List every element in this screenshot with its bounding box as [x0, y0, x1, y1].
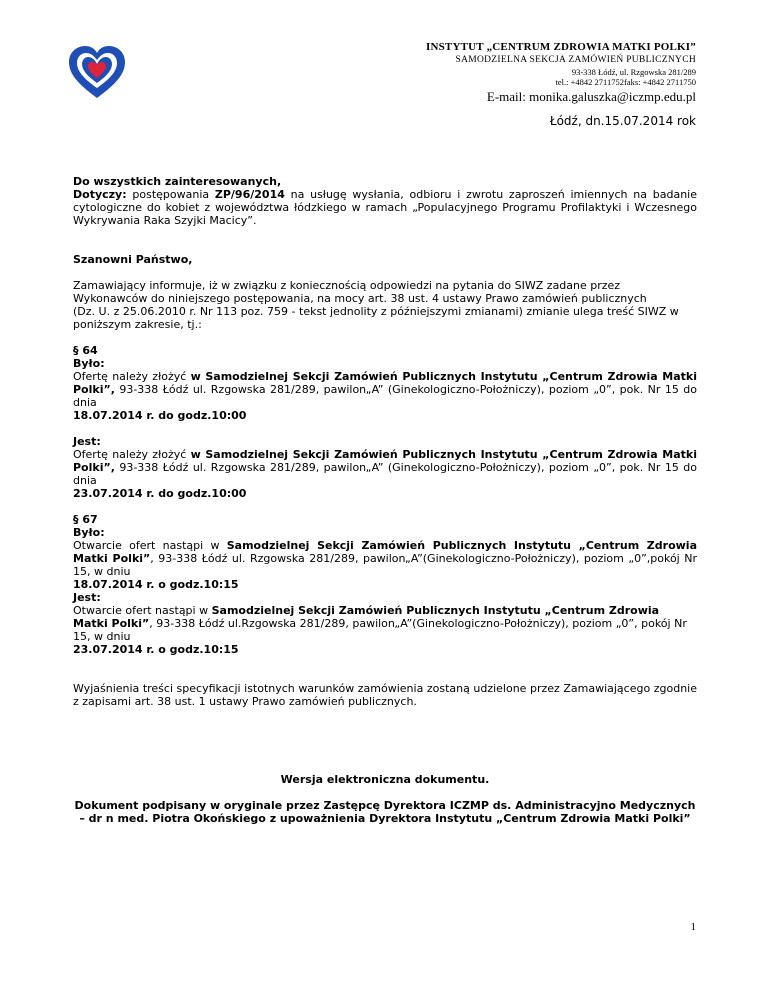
- section-64-was-date: 18.07.2014 r. do godz.10:00: [73, 409, 247, 422]
- section-67-is-text: Otwarcie ofert nastąpi w Samodzielnej Sekcji Zamówień Publicznych Instytutu „Centrum Zdrowia Matki Polki”, 93-338 Łódź ul.Rzgowska 281/289, pawilon„A”(Ginekologiczno-Położniczy), poziom „0”, pokój Nr 15, w dniu: [73, 604, 687, 643]
- section-64-heading: § 64: [73, 344, 98, 357]
- closing-paragraph: Wyjaśnienia treści specyfikacji istotnych warunków zamówienia zostaną udzielone przez Zamawiającego zgodnie z zapisami art. 38 ust. 1 ustawy Prawo zamówień publicznych.: [73, 682, 697, 708]
- greeting: Szanowni Państwo,: [73, 253, 193, 266]
- section-67: § 67 Było: Otwarcie ofert nastąpi w Samodzielnej Sekcji Zamówień Publicznych Instytutu „Centrum Zdrowia Matki Polki”, 93-338 Łódź ul. Rzgowska 281/289, pawilon„A”(Ginekologiczno-Położniczy), poziom „0”,pokój Nr 15, w dniu 18.07.2014 r. o godz.10:15 Jest: Otwarcie ofert nastąpi w Samodzielnej Sekcji Zamówień Publicznych Instytutu „Centrum Zdrowia Matki Polki”, 93-338 Łódź ul.Rzgowska 281/289, pawilon„A”(Ginekologiczno-Położniczy), poziom „0”, pokój Nr 15, w dniu 23.07.2014 r. o godz.10:15: [73, 513, 697, 656]
- institute-logo: [66, 44, 128, 102]
- section-67-was-date: 18.07.2014 r. o godz.10:15: [73, 578, 239, 591]
- subject-line: Dotyczy: postępowania ZP/96/2014 na usługę wysłania, odbioru i zwrotu zaproszeń imiennych na badanie cytologiczne do kobiet z województwa łódzkiego w ramach „Populacyjnego Programu Profilaktyki i Wczesnego Wykrywania Raka Szyjki Macicy”.: [73, 188, 697, 227]
- section-64-is-text: Ofertę należy złożyć w Samodzielnej Sekcji Zamówień Publicznych Instytutu „Centrum Zdrowia Matki Polki”, 93-338 Łódź ul. Rzgowska 281/289, pawilon„A” (Ginekologiczno-Położniczy), poziom „0”, pok. Nr 15 do dnia: [73, 448, 697, 487]
- addressee: Do wszystkich zainteresowanych,: [73, 175, 282, 188]
- institute-email: E-mail: monika.galuszka@iczmp.edu.pl: [486, 88, 696, 104]
- section-name: SAMODZIELNA SEKCJA ZAMÓWIEŃ PUBLICZNYCH: [455, 54, 696, 65]
- section-64-is-date: 23.07.2014 r. do godz.10:00: [73, 487, 247, 500]
- signature-note-line-1: Dokument podpisany w oryginale przez Zastępcę Dyrektora ICZMP ds. Administracyjno Medycznych: [74, 799, 696, 812]
- section-67-was-text: Otwarcie ofert nastąpi w Samodzielnej Sekcji Zamówień Publicznych Instytutu „Centrum Zdrowia Matki Polki”, 93-338 Łódź ul. Rzgowska 281/289, pawilon„A”(Ginekologiczno-Położniczy), poziom „0”,pokój Nr 15, w dniu: [73, 539, 697, 578]
- institute-address: 93-338 Łódź, ul. Rzgowska 281/289: [571, 66, 696, 77]
- document-date: Łódź, dn.15.07.2014 rok: [549, 114, 696, 128]
- section-67-heading: § 67: [73, 513, 98, 526]
- section-67-is-date: 23.07.2014 r. o godz.10:15: [73, 643, 239, 656]
- section-64: § 64 Było: Ofertę należy złożyć w Samodzielnej Sekcji Zamówień Publicznych Instytutu „Centrum Zdrowia Matki Polki”, 93-338 Łódź ul. Rzgowska 281/289, pawilon„A” (Ginekologiczno-Położniczy), poziom „0”, pok. Nr 15 do dnia 18.07.2014 r. do godz.10:00 Jest: Ofertę należy złożyć w Samodzielnej Sekcji Zamówień Publicznych Instytutu „Centrum Zdrowia Matki Polki”, 93-338 Łódź ul. Rzgowska 281/289, pawilon„A” (Ginekologiczno-Położniczy), poziom „0”, pok. Nr 15 do dnia 23.07.2014 r. do godz.10:00: [73, 344, 697, 500]
- signature-note-line-2: – dr n med. Piotra Okońskiego z upoważnienia Dyrektora Instytutu „Centrum Zdrowia Matki Polki”: [79, 812, 691, 825]
- institute-name: INSTYTUT „CENTRUM ZDROWIA MATKI POLKI”: [425, 41, 696, 53]
- section-64-was-text: Ofertę należy złożyć w Samodzielnej Sekcji Zamówień Publicznych Instytutu „Centrum Zdrowia Matki Polki”, 93-338 Łódź ul. Rzgowska 281/289, pawilon„A” (Ginekologiczno-Położniczy), poziom „0”, pok. Nr 15 do dnia: [73, 370, 697, 409]
- page-number: 1: [690, 921, 696, 933]
- electronic-version-note: Wersja elektroniczna dokumentu.: [280, 773, 490, 786]
- institute-phone: tel.: +4842 2711752faks: +4842 2711750: [555, 77, 696, 88]
- letterhead: [426, 41, 696, 105]
- letter-body: [73, 175, 697, 825]
- intro-paragraph: Zamawiający informuje, iż w związku z koniecznością odpowiedzi na pytania do SIWZ zadane przez Wykonawców do niniejszego postępowania, na mocy art. 38 ust. 4 ustawy Prawo zamówień publicznych (Dz. U. z 25.06.2010 r. Nr 113 poz. 759 - tekst jednolity z późniejszymi zmianami) zmianie ulega treść SIWZ w poniższym zakresie, tj.:: [73, 279, 679, 331]
